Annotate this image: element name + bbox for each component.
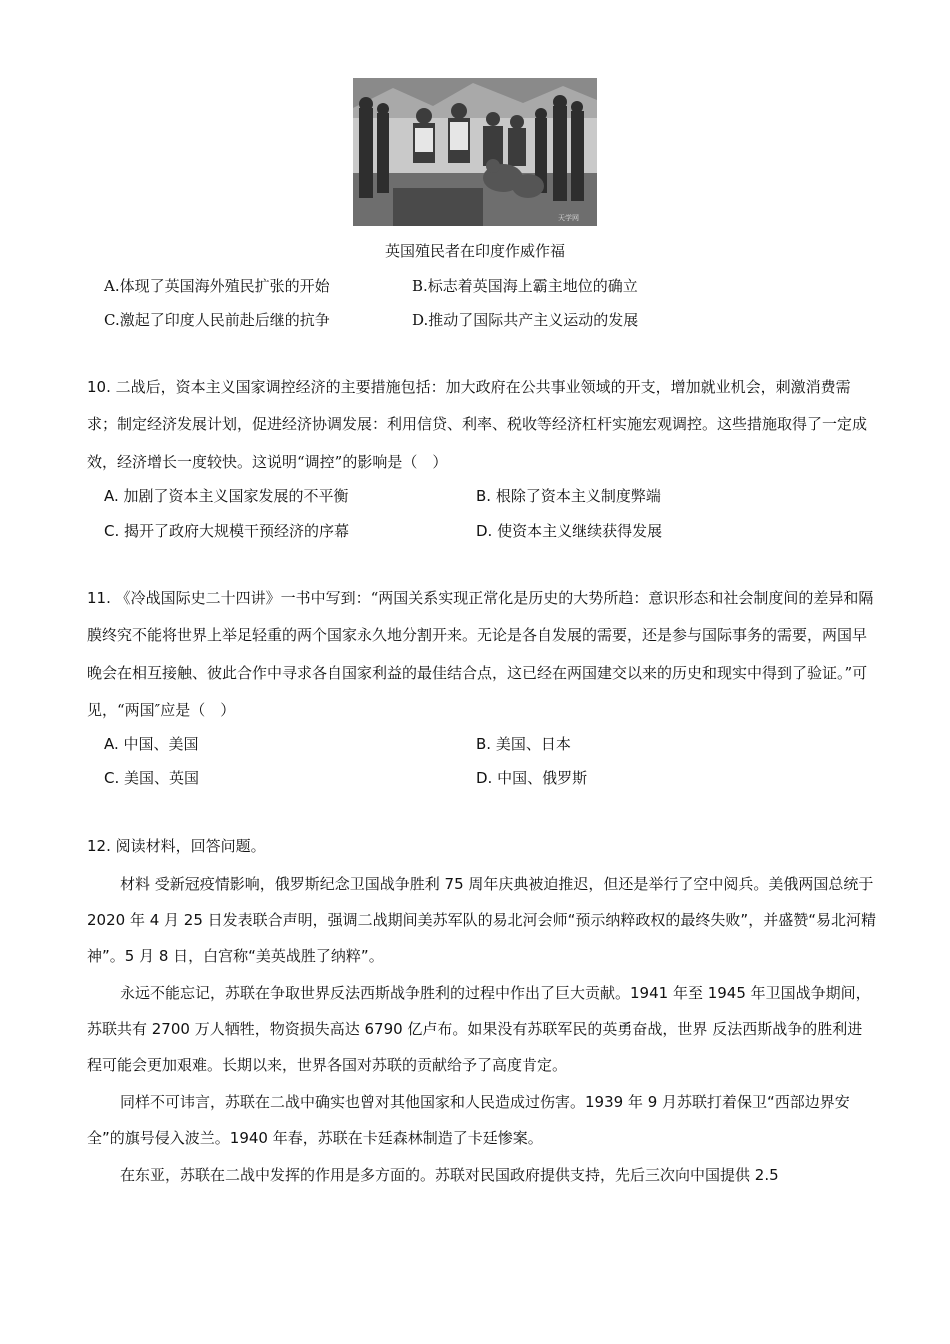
option-text: 中国、美国	[123, 735, 199, 753]
q12-harm-paragraph: 同样不可讳言，苏联在二战中确实也曾对其他国家和人民造成过伤害。1939 年 9 月苏联打着保卫“西部边界安全”的旗号侵入波兰。1940 年春，苏联在卡廷森林制造了卡廷惨案。	[87, 1093, 850, 1148]
option-text: 中国、俄罗斯	[497, 769, 588, 787]
option-text: 美国、英国	[124, 769, 200, 787]
q12-material-paragraph: 材料 受新冠疫情影响，俄罗斯纪念卫国战争胜利 75 周年庆典被迫推迟，但还是举行了空中阅兵。美俄两国总统于 2020 年 4 月 25 日发表联合声明，强调二战期间美苏军队的易北河会师“预示纳粹政权的最终失败”，并盛赞“易北河精神”。5 月 8 日，白宫称“美英战胜了纳粹”。	[87, 875, 876, 966]
option-text: 根除了资本主义制度弊端	[495, 487, 661, 505]
option-label: A.	[104, 487, 119, 505]
q9-option-c[interactable]: C.激起了印度人民前赴后继的抗争	[104, 311, 330, 329]
option-label: B.	[476, 735, 492, 753]
q12-stem	[87, 836, 266, 856]
q11-stem-text: 《冷战国际史二十四讲》一书中写到：“两国关系实现正常化是历史的大势所趋：意识形态和社会制度间的差异和隔膜终究不能将世界上举足轻重的两个国家永久地分割开来。无论是各自发展的需要，还是参与国际事务的需要，两国早晚会在相互接触、彼此合作中寻求各自国家利益的最佳结合点，这已经在两国建交以来的历史和现实中得到了验证。”可见，“两国″应是（ ）	[87, 589, 874, 719]
q11-stem	[87, 580, 877, 729]
figure-caption: 英国殖民者在印度作威作福	[384, 242, 565, 260]
option-label: B.	[476, 487, 492, 505]
q11-option-c[interactable]	[104, 768, 199, 788]
option-text: 揭开了政府大规模干预经济的序幕	[124, 522, 350, 540]
q9-option-a[interactable]: A.体现了英国海外殖民扩张的开始	[104, 277, 330, 295]
option-label: A.	[104, 735, 119, 753]
historical-illustration	[353, 78, 597, 226]
q12-number: 12.	[87, 837, 111, 855]
option-label: D.	[476, 522, 493, 540]
q12-contribution-paragraph: 永远不能忘记，苏联在争取世界反法西斯战争胜利的过程中作出了巨大贡献。1941 年至 1945 年卫国战争期间，苏联共有 2700 万人牺牲，物资损失高达 6790 亿卢布。如果没有苏联军民的英勇奋战，世界 反法西斯战争的胜利进程可能会更加艰难。长期以来，世界各国对苏联的贡献给予了高度肯定。	[87, 984, 871, 1075]
q12-stem-text: 阅读材料，回答问题。	[115, 837, 266, 855]
q11-option-d[interactable]	[476, 768, 587, 788]
option-label: C.	[104, 522, 120, 540]
option-text: 使资本主义继续获得发展	[497, 522, 663, 540]
q10-option-c[interactable]	[104, 521, 349, 541]
q9-option-b[interactable]: B.标志着英国海上霸主地位的确立	[412, 277, 638, 295]
q11-number: 11.	[87, 589, 111, 607]
q10-option-d[interactable]	[476, 521, 662, 541]
q11-option-b[interactable]	[476, 734, 571, 754]
q10-stem-text: 二战后，资本主义国家调控经济的主要措施包括：加大政府在公共事业领域的开支，增加就业机会，刺激消费需求；制定经济发展计划，促进经济协调发展：利用信贷、利率、税收等经济杠杆实施宏观调控。这些措施取得了一定成效，经济增长一度较快。这说明“调控”的影响是（ ）	[87, 378, 868, 471]
q11-option-a[interactable]	[104, 734, 199, 754]
watermark-text: 天学网	[558, 214, 579, 222]
option-text: 加剧了资本主义国家发展的不平衡	[123, 487, 349, 505]
option-text: 美国、日本	[495, 735, 571, 753]
q9-option-d[interactable]: D.推动了国际共产主义运动的发展	[412, 311, 639, 329]
q10-option-b[interactable]	[476, 486, 661, 506]
q10-stem	[87, 369, 877, 481]
option-label: C.	[104, 769, 120, 787]
q10-option-a[interactable]	[104, 486, 349, 506]
engraving-image	[353, 78, 597, 226]
option-label: D.	[476, 769, 493, 787]
q10-number: 10.	[87, 378, 111, 396]
q12-east-asia-paragraph: 在东亚，苏联在二战中发挥的作用是多方面的。苏联对民国政府提供支持，先后三次向中国提供 2.5	[120, 1166, 779, 1184]
